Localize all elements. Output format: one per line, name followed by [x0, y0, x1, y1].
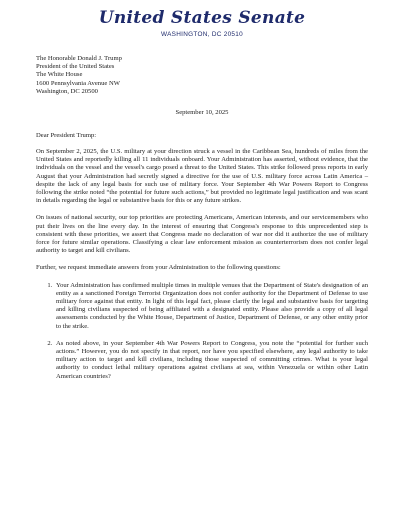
letterhead: [36, 0, 368, 38]
recipient-name: The Honorable Donald J. Trump: [36, 55, 122, 62]
questions-list: [36, 282, 368, 381]
body-paragraph: Further, we request immediate answers from your Administration to the following questions:: [36, 264, 281, 272]
salutation: Dear President Trump:: [36, 132, 97, 140]
recipient-title: President of the United States: [36, 63, 115, 71]
question-item: 1. Your Administration has confirmed multiple times in multiple venues that the Department of State's designation of an entity as a sanctioned Foreign Terrorist Organization does not confer authority for the Department of Defense to use military force against that entity. In light of this legal fact, please clarify the legal and substantive basis for targeting and killing civilians suspected of being affiliated with a designated entity. Please also provide a copy of all legal assessments conducted by the White House, Department of Justice, Department of Defense, or any other entity prior to the strike.: [54, 282, 368, 331]
letter-date: September 10, 2025: [175, 109, 229, 117]
question-item: 2. As noted above, in your September 4th War Powers Report to Congress, you note the “potential for further such actions.” However, you do not specify in that report, nor have you specified elsewhere, any legal authority to take military action to target and kill civilians, including those suspected of committing crimes. What is your legal authority to conduct lethal military operations against civilians at sea, within Venezuela or within other Latin American countries?: [54, 340, 368, 381]
body-paragraph: On September 2, 2025, the U.S. military at your direction struck a vessel in the Caribbean Sea, hundreds of miles from the United States and reportedly killing all 11 individuals onboard. Your Administration has asserted, without evidence, that the individuals on the vessel and the vessel's cargo posed a threat to the United States. This strike followed press reports in early August that your Administration had secretly signed a directive for the use of U.S. military force across Latin America – despite the lack of any legal basis for such use of military force. Your September 4th War Powers Report to Congress following the strike noted “the potential for future such actions,” but provided no legitimate legal justification and was scant in details regarding the legal or substantive basis for this or any future strikes.: [36, 148, 368, 205]
recipient-office: The White House: [36, 71, 83, 79]
body-paragraph: On issues of national security, our top priorities are protecting Americans, American interests, and our servicemembers who put their lives on the line every day. In the interest of ensuring that Congress's response to this unprecedented step is consistent with these priorities, we assert that Congress made no declaration of war nor did it authorize the use of military force for future similar operations. Classifying a clear law enforcement mission as counterterrorism does not confer legal authority to target and kill civilians.: [36, 214, 368, 255]
letterhead-title: United States Senate: [98, 8, 306, 28]
recipient-address: [36, 55, 368, 96]
recipient-street: 1600 Pennsylvania Avenue NW: [36, 79, 120, 87]
recipient-city: Washington, DC 20500: [36, 87, 98, 95]
letterhead-subtitle: WASHINGTON, DC 20510: [161, 31, 243, 38]
